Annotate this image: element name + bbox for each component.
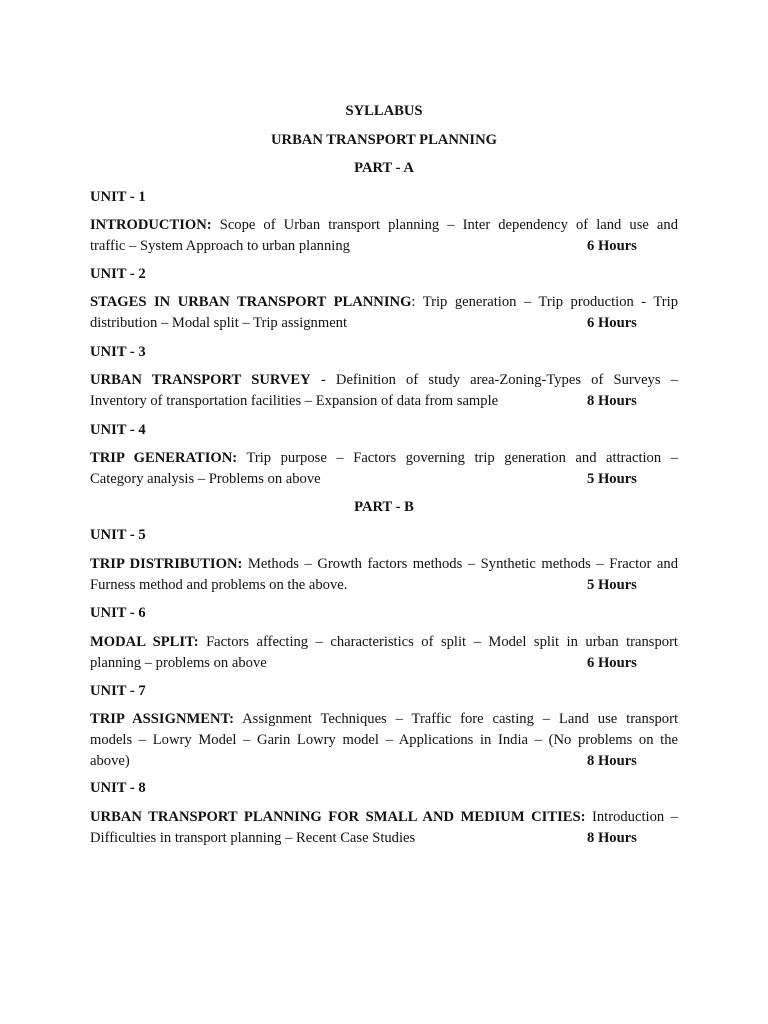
- unit-2-line-1: [90, 292, 678, 313]
- unit-6-text-2: planning – problems on above: [90, 654, 267, 671]
- unit-4-heading: TRIP GENERATION:: [90, 450, 238, 466]
- unit-6-hours: 6 Hours: [587, 654, 637, 671]
- unit-5-hours: 5 Hours: [587, 576, 637, 593]
- unit-8-text-1: Introduction –: [592, 809, 678, 825]
- unit-3-text-1: - Definition of study area-Zoning-Types of Surveys –: [320, 372, 678, 388]
- unit-3-line-2: [90, 391, 678, 412]
- unit-8-label: UNIT - 8: [90, 780, 146, 796]
- part-b-heading: PART - B: [354, 499, 414, 515]
- subject-title: URBAN TRANSPORT PLANNING: [271, 132, 497, 148]
- unit-8-line-2: [90, 828, 678, 849]
- unit-6-line-2: [90, 653, 678, 674]
- unit-6-text-1: Factors affecting – characteristics of split – Model split in urban transport: [206, 634, 678, 650]
- unit-5-line-2: [90, 575, 678, 596]
- unit-8-line-1: [90, 807, 678, 828]
- unit-4-line-2: [90, 469, 678, 490]
- unit-3-label: UNIT - 3: [90, 344, 146, 360]
- unit-3-line-1: [90, 370, 678, 391]
- unit-3-heading: URBAN TRANSPORT SURVEY: [90, 372, 311, 388]
- unit-6-heading: MODAL SPLIT:: [90, 634, 199, 650]
- unit-1-heading: INTRODUCTION:: [90, 217, 212, 233]
- unit-5-label: UNIT - 5: [90, 527, 146, 543]
- unit-1-hours: 6 Hours: [587, 237, 637, 254]
- unit-5-content: [90, 554, 678, 596]
- unit-4-text-1: Trip purpose – Factors governing trip generation and attraction –: [246, 450, 678, 466]
- unit-2-heading: STAGES IN URBAN TRANSPORT PLANNING: [90, 294, 412, 310]
- unit-8-heading: URBAN TRANSPORT PLANNING FOR SMALL AND MEDIUM CITIES:: [90, 809, 586, 825]
- unit-8-content: [90, 807, 678, 849]
- unit-8-hours: 8 Hours: [587, 829, 637, 846]
- unit-7-text-1: Assignment Techniques – Traffic fore casting – Land use transport: [242, 711, 679, 727]
- unit-2-label: UNIT - 2: [90, 266, 146, 282]
- unit-2-hours: 6 Hours: [587, 314, 637, 331]
- part-a-heading: PART - A: [354, 160, 414, 176]
- document-title: SYLLABUS: [345, 103, 423, 119]
- unit-1-label: UNIT - 1: [90, 189, 146, 205]
- unit-2-line-2: [90, 313, 678, 334]
- unit-7-line-1: [90, 709, 678, 730]
- unit-4-line-1: [90, 448, 678, 469]
- unit-1-line-1: [90, 215, 678, 236]
- unit-6-label: UNIT - 6: [90, 605, 146, 621]
- unit-2-content: [90, 292, 678, 334]
- unit-3-content: [90, 370, 678, 412]
- unit-7-content: [90, 709, 678, 771]
- unit-8-text-2: Difficulties in transport planning – Recent Case Studies: [90, 829, 416, 846]
- unit-4-label: UNIT - 4: [90, 422, 146, 438]
- unit-7-text-2: models – Lowry Model – Garin Lowry model – Applications in India – (No problems on the: [90, 731, 678, 748]
- unit-5-heading: TRIP DISTRIBUTION:: [90, 556, 243, 572]
- unit-2-text-2: distribution – Modal split – Trip assignment: [90, 314, 348, 331]
- unit-7-text-3: above): [90, 752, 130, 769]
- unit-7-line-3: [90, 751, 678, 772]
- unit-7-line-2: [90, 730, 678, 751]
- unit-4-content: [90, 448, 678, 490]
- unit-5-text-1: Methods – Growth factors methods – Synthetic methods – Fractor and: [247, 556, 678, 572]
- unit-1-line-2: [90, 236, 678, 257]
- unit-4-hours: 5 Hours: [587, 470, 637, 487]
- unit-1-content: [90, 215, 678, 257]
- unit-3-hours: 8 Hours: [587, 392, 637, 409]
- unit-6-content: [90, 632, 678, 674]
- unit-1-text-1: Scope of Urban transport planning – Inter dependency of land use and: [219, 217, 679, 233]
- unit-2-text-1: : Trip generation – Trip production - Trip: [411, 294, 678, 310]
- unit-5-line-1: [90, 554, 678, 575]
- unit-3-text-2: Inventory of transportation facilities – Expansion of data from sample: [90, 392, 499, 409]
- unit-1-text-2: traffic – System Approach to urban planning: [90, 237, 350, 254]
- unit-7-heading: TRIP ASSIGNMENT:: [90, 711, 235, 727]
- unit-7-label: UNIT - 7: [90, 683, 146, 699]
- unit-5-text-2: Furness method and problems on the above.: [90, 576, 348, 593]
- unit-6-line-1: [90, 632, 678, 653]
- unit-4-text-2: Category analysis – Problems on above: [90, 470, 321, 487]
- unit-7-hours: 8 Hours: [587, 752, 637, 769]
